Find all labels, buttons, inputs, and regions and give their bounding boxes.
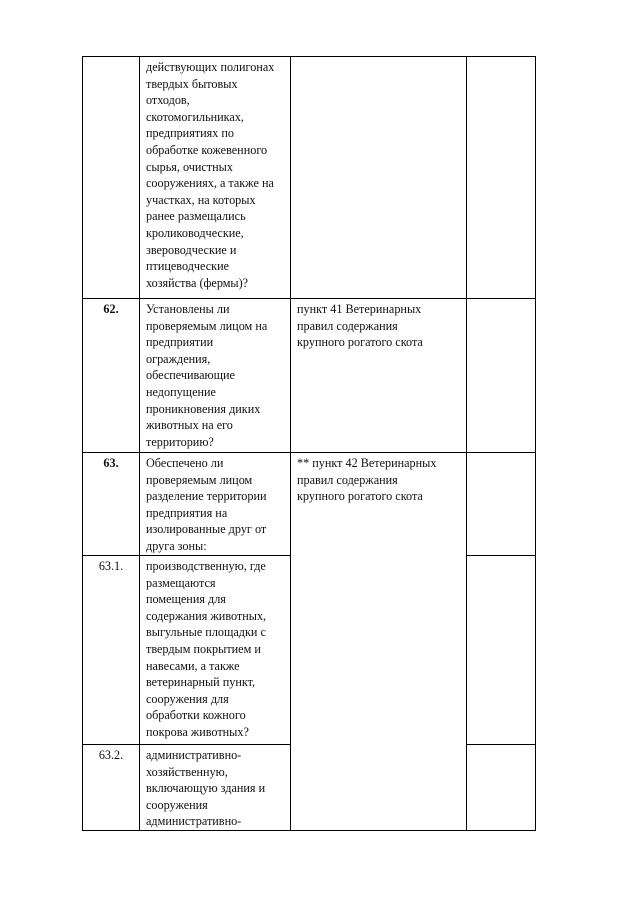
question-cell bbox=[140, 745, 291, 831]
row-number-cell bbox=[83, 556, 140, 745]
question-cell bbox=[140, 299, 291, 453]
row-number-cell bbox=[83, 299, 140, 453]
row-number: 63.2. bbox=[98, 748, 124, 762]
reference-cell bbox=[291, 299, 467, 453]
question-cell bbox=[140, 556, 291, 745]
question-cell bbox=[140, 57, 291, 299]
note-cell bbox=[467, 556, 536, 745]
row-number-cell bbox=[83, 745, 140, 831]
row-number: 63. bbox=[103, 456, 119, 470]
question-text: Обеспечено ли проверяемым лицом разделение территории предприятия на изолированные друг от друга зоны: bbox=[146, 456, 267, 553]
note-cell bbox=[467, 57, 536, 299]
row-number-cell bbox=[83, 453, 140, 556]
row-number-cell bbox=[83, 57, 140, 299]
question-text: Установлены ли проверяемым лицом на предприятии ограждения, обеспечивающие недопущение проникновения диких животных на его территорию? bbox=[146, 302, 268, 449]
table-row bbox=[83, 453, 536, 556]
table-row bbox=[83, 299, 536, 453]
question-cell bbox=[140, 453, 291, 556]
question-text: производственную, где размещаются помещения для содержания животных, выгульные площадки с твердым покрытием и навесами, а также ветеринарный пункт, сооружения для обработки кожного покрова животных? bbox=[146, 559, 267, 739]
question-text: действующих полигонах твердых бытовых отходов, скотомогильниках, предприятиях по обработке кожевенного сырья, очистных сооружениях, а также на участках, на которых ранее размещались кролиководческие, звероводческие и птицеводческие хозяйства (фермы)? bbox=[146, 60, 275, 290]
table-row bbox=[83, 57, 536, 299]
reference-text: ** пункт 42 Ветеринарных правил содержания крупного рогатого скота bbox=[297, 456, 437, 504]
row-number: 62. bbox=[103, 302, 119, 316]
reference-cell bbox=[291, 453, 467, 831]
question-text: административно- хозяйственную, включающую здания и сооружения административно- bbox=[146, 748, 266, 829]
note-cell bbox=[467, 745, 536, 831]
reference-text bbox=[291, 57, 466, 59]
checklist-table bbox=[82, 56, 536, 831]
note-cell bbox=[467, 299, 536, 453]
reference-text: пункт 41 Ветеринарных правил содержания крупного рогатого скота bbox=[297, 302, 423, 350]
note-cell bbox=[467, 453, 536, 556]
row-number: 63.1. bbox=[98, 559, 124, 573]
reference-cell bbox=[291, 57, 467, 299]
